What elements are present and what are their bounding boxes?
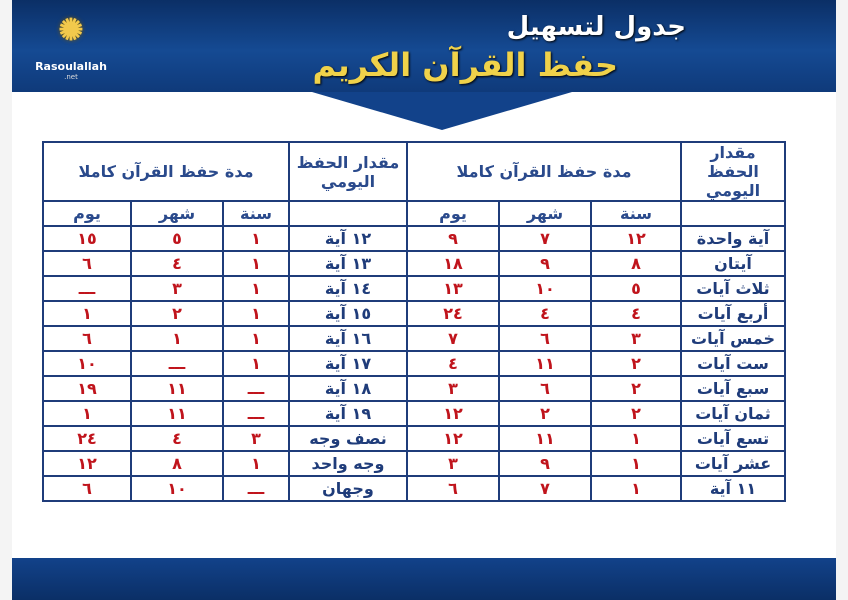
month-cell: ٤: [131, 251, 223, 276]
amount-cell: ١٩ آية: [289, 401, 407, 426]
table-row: [43, 226, 785, 251]
amount-header-1: مقدار الحفظ اليومي: [681, 142, 785, 201]
month-header-1: شهر: [499, 201, 591, 226]
year-cell: ٢: [591, 376, 681, 401]
day-cell: ١٢: [407, 401, 499, 426]
month-cell: ٢: [131, 301, 223, 326]
day-cell: ١٣: [407, 276, 499, 301]
header-banner: [12, 0, 836, 92]
day-cell: ١: [43, 301, 131, 326]
day-cell: ٣: [407, 451, 499, 476]
month-cell: ١٠: [499, 276, 591, 301]
amount-cell: ١١ آية: [681, 476, 785, 501]
year-cell: ١: [591, 426, 681, 451]
month-cell: ١١: [499, 351, 591, 376]
day-cell: ٣: [407, 376, 499, 401]
amount-cell: نصف وجه: [289, 426, 407, 451]
site-logo[interactable]: [26, 4, 116, 88]
empty-subheader-1: [681, 201, 785, 226]
amount-cell: ثمان آيات: [681, 401, 785, 426]
month-cell: ١١: [499, 426, 591, 451]
empty-subheader-2: [289, 201, 407, 226]
month-cell: ٩: [499, 451, 591, 476]
month-cell: ٧: [499, 226, 591, 251]
amount-cell: سبع آيات: [681, 376, 785, 401]
amount-cell: آيتان: [681, 251, 785, 276]
amount-cell: تسع آيات: [681, 426, 785, 451]
year-header-1: سنة: [591, 201, 681, 226]
table-row: [43, 426, 785, 451]
amount-cell: ١٤ آية: [289, 276, 407, 301]
amount-cell: ١٢ آية: [289, 226, 407, 251]
calligraphy-logo-icon: ✺: [58, 13, 84, 48]
day-cell: ١٥: [43, 226, 131, 251]
logo-sub: .net: [64, 73, 78, 81]
day-cell: ٦: [43, 251, 131, 276]
header-row: [43, 142, 785, 201]
year-cell: ١: [591, 451, 681, 476]
month-cell: ـــ: [131, 351, 223, 376]
month-cell: ١: [131, 326, 223, 351]
year-cell: ـــ: [223, 376, 289, 401]
logo-text: Rasoulallah: [35, 60, 107, 73]
day-cell: ٢٤: [407, 301, 499, 326]
year-cell: ١: [223, 301, 289, 326]
month-cell: ١٠: [131, 476, 223, 501]
table-row: [43, 376, 785, 401]
year-cell: ٣: [591, 326, 681, 351]
year-cell: ٣: [223, 426, 289, 451]
day-cell: ١: [43, 401, 131, 426]
year-cell: ٤: [591, 301, 681, 326]
duration-header-1: مدة حفظ القرآن كاملا: [407, 142, 681, 201]
day-header-1: يوم: [407, 201, 499, 226]
year-cell: ١: [591, 476, 681, 501]
day-cell: ٦: [43, 476, 131, 501]
memorization-table: [42, 141, 786, 502]
year-cell: ١٢: [591, 226, 681, 251]
amount-cell: عشر آيات: [681, 451, 785, 476]
day-cell: ٤: [407, 351, 499, 376]
day-cell: ١٠: [43, 351, 131, 376]
year-cell: ـــ: [223, 476, 289, 501]
page-title-line2: حفظ القرآن الكريم: [312, 46, 618, 84]
year-cell: ٥: [591, 276, 681, 301]
day-cell: ٦: [407, 476, 499, 501]
table-row: [43, 476, 785, 501]
day-cell: ٩: [407, 226, 499, 251]
month-cell: ١١: [131, 401, 223, 426]
year-header-2: سنة: [223, 201, 289, 226]
year-cell: ٨: [591, 251, 681, 276]
day-cell: ـــ: [43, 276, 131, 301]
day-cell: ١٨: [407, 251, 499, 276]
day-cell: ٢٤: [43, 426, 131, 451]
table-row: [43, 351, 785, 376]
day-cell: ٧: [407, 326, 499, 351]
year-cell: ١: [223, 276, 289, 301]
subheader-row: [43, 201, 785, 226]
month-cell: ٩: [499, 251, 591, 276]
month-cell: ٤: [131, 426, 223, 451]
month-header-2: شهر: [131, 201, 223, 226]
amount-cell: ١٦ آية: [289, 326, 407, 351]
year-cell: ١: [223, 326, 289, 351]
table-row: [43, 276, 785, 301]
day-cell: ٦: [43, 326, 131, 351]
table-row: [43, 301, 785, 326]
month-cell: ١١: [131, 376, 223, 401]
month-cell: ٦: [499, 326, 591, 351]
year-cell: ٢: [591, 401, 681, 426]
footer-banner: [12, 558, 836, 600]
duration-header-2: مدة حفظ القرآن كاملا: [43, 142, 289, 201]
amount-cell: ١٨ آية: [289, 376, 407, 401]
year-cell: ١: [223, 226, 289, 251]
amount-cell: ١٧ آية: [289, 351, 407, 376]
year-cell: ١: [223, 251, 289, 276]
month-cell: ٤: [499, 301, 591, 326]
table-row: [43, 251, 785, 276]
year-cell: ١: [223, 351, 289, 376]
page-title-line1: جدول لتسهيل: [506, 12, 686, 42]
day-header-2: يوم: [43, 201, 131, 226]
month-cell: ٨: [131, 451, 223, 476]
month-cell: ٥: [131, 226, 223, 251]
day-cell: ١٢: [43, 451, 131, 476]
amount-cell: ١٣ آية: [289, 251, 407, 276]
amount-header-2: مقدار الحفظ اليومي: [289, 142, 407, 201]
month-cell: ٧: [499, 476, 591, 501]
year-cell: ـــ: [223, 401, 289, 426]
table-row: [43, 326, 785, 351]
amount-cell: ست آيات: [681, 351, 785, 376]
table-row: [43, 401, 785, 426]
amount-cell: أربع آيات: [681, 301, 785, 326]
month-cell: ٦: [499, 376, 591, 401]
year-cell: ١: [223, 451, 289, 476]
amount-cell: ثلاث آيات: [681, 276, 785, 301]
amount-cell: خمس آيات: [681, 326, 785, 351]
table-row: [43, 451, 785, 476]
amount-cell: وجه واحد: [289, 451, 407, 476]
year-cell: ٢: [591, 351, 681, 376]
day-cell: ١٢: [407, 426, 499, 451]
month-cell: ٢: [499, 401, 591, 426]
day-cell: ١٩: [43, 376, 131, 401]
month-cell: ٣: [131, 276, 223, 301]
amount-cell: وجهان: [289, 476, 407, 501]
amount-cell: ١٥ آية: [289, 301, 407, 326]
amount-cell: آية واحدة: [681, 226, 785, 251]
